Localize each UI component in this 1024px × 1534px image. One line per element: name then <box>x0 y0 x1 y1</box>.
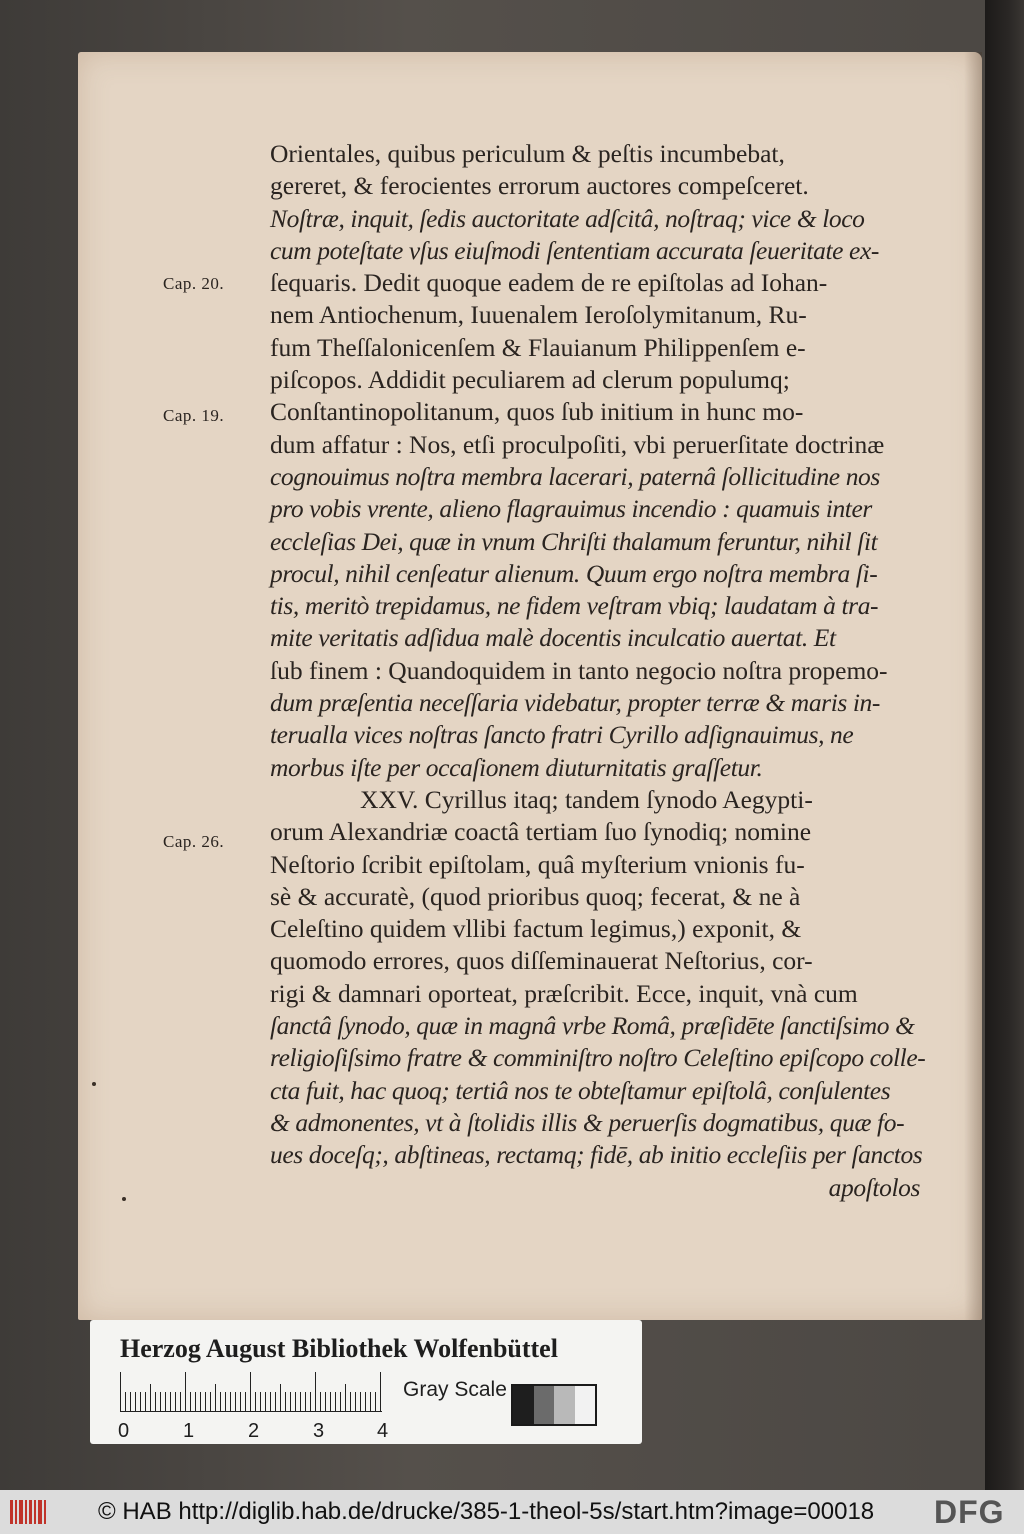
ruler-tick <box>285 1392 286 1412</box>
ruler-tick <box>270 1392 271 1412</box>
ruler-tick <box>290 1392 291 1412</box>
text-line: rigi & damnari oporteat, præſcribit. Ecce, inquit, vnà cum <box>270 978 858 1008</box>
text-line: quomodo errores, quos diſſeminauerat Neſtorius, cor- <box>270 946 813 976</box>
ruler-tick <box>305 1392 306 1412</box>
hab-logo-icon <box>10 1500 50 1524</box>
text-line: cta fuit, hac quoq; tertiâ nos te obteſtamur epiſtolâ, conſulentes <box>270 1075 891 1105</box>
ruler-tick <box>205 1392 206 1412</box>
book-edge <box>985 0 1024 1490</box>
ruler-tick <box>340 1392 341 1412</box>
text-line: ues doceſq;, abſtineas, rectamq; fidē, ab initio eccleſiis per ſanctos <box>270 1140 923 1170</box>
ruler-tick <box>295 1392 296 1412</box>
text-line: Neſtorio ſcribit epiſtolam, quâ myſterium vnionis fu- <box>270 849 805 879</box>
margin-note-cap-26: Cap. 26. <box>163 832 225 851</box>
ruler-number: 3 <box>313 1420 325 1442</box>
ruler-tick <box>365 1392 366 1412</box>
text-line: Noſtræ, inquit, ſedis auctoritate adſcitâ, noſtraq; vice & loco <box>270 203 865 233</box>
text-line: cognouimus noſtra membra lacerari, paternâ ſollicitudine nos <box>270 461 880 491</box>
catchword: apoſtolos <box>828 1172 920 1202</box>
gray-swatch <box>575 1386 596 1424</box>
ruler-tick <box>240 1392 241 1412</box>
ruler-tick <box>355 1392 356 1412</box>
text-line: cum poteſtate vſus eiuſmodi ſententiam accurata ſeueritate ex- <box>270 235 879 265</box>
text-line: Conſtantinopolitanum, quos ſub initium in hunc mo- <box>270 397 804 427</box>
ruler-tick <box>250 1372 251 1412</box>
gray-scale-swatches <box>511 1384 597 1426</box>
ruler-tick <box>150 1384 151 1412</box>
ruler-tick <box>315 1372 316 1412</box>
text-line: terualla vices noſtras ſancto fratri Cyrillo adſignauimus, ne <box>270 720 854 750</box>
ruler-tick <box>375 1392 376 1412</box>
ruler-tick <box>275 1392 276 1412</box>
margin-note-cap-19: Cap. 19. <box>163 406 225 425</box>
ruler-tick <box>175 1392 176 1412</box>
ruler-tick <box>370 1392 371 1412</box>
ruler-tick <box>280 1384 281 1412</box>
ruler-tick <box>170 1392 171 1412</box>
text-line: procul, nihil cenſeatur alienum. Quum ergo noſtra membra ſi- <box>270 558 878 588</box>
ruler-tick <box>120 1372 121 1412</box>
gray-swatch <box>534 1386 555 1424</box>
text-line: tis, meritò trepidamus, ne fidem veſtram vbiq; laudatam à tra- <box>270 591 879 621</box>
text-line: pro vobis vrente, alieno flagrauimus incendio : quamuis inter <box>270 494 872 524</box>
ruler-tick <box>185 1372 186 1412</box>
margin-note-cap-20: Cap. 20. <box>163 274 225 293</box>
text-line: XXV. Cyrillus itaq; tandem ſynodo Aegypti- <box>360 784 813 814</box>
ink-speck <box>122 1197 126 1201</box>
ruler-tick <box>215 1384 216 1412</box>
ruler-number: 4 <box>377 1420 389 1442</box>
ruler-tick <box>310 1392 311 1412</box>
text-line: & admonentes, vt à ſtolidis illis & peruerſis dogmatibus, quæ fo- <box>270 1107 905 1137</box>
ruler-tick <box>140 1392 141 1412</box>
ruler-tick <box>165 1392 166 1412</box>
text-line: dum præſentia neceſſaria videbatur, propter terræ & maris in- <box>270 688 880 718</box>
ruler-tick <box>300 1392 301 1412</box>
ruler-tick <box>130 1392 131 1412</box>
ink-speck <box>92 1082 96 1086</box>
ruler-tick <box>160 1392 161 1412</box>
ruler-number: 1 <box>183 1420 195 1442</box>
text-line: ſub finem : Quandoquidem in tanto negocio noſtra propemo- <box>270 655 888 685</box>
source-url[interactable]: © HAB http://diglib.hab.de/drucke/385-1-theol-5s/start.htm?image=00018 <box>98 1498 875 1525</box>
ruler-tick <box>380 1372 381 1412</box>
ruler-tick <box>255 1392 256 1412</box>
text-line: orum Alexandriæ coactâ tertiam ſuo ſynodiq; nomine <box>270 817 812 847</box>
ruler-number: 0 <box>118 1420 130 1442</box>
ruler-tick <box>155 1392 156 1412</box>
color-scale-card <box>90 1320 642 1444</box>
ruler-tick <box>245 1392 246 1412</box>
ruler-tick <box>200 1392 201 1412</box>
ruler-tick <box>345 1384 346 1412</box>
text-line: ſanctâ ſynodo, quæ in magnâ vrbe Româ, præſidēte ſanctiſsimo & <box>270 1011 915 1041</box>
text-line: eccleſias Dei, quæ in vnum Chriſti thalamum feruntur, nihil ſit <box>270 526 878 556</box>
footer-bar <box>0 1490 1024 1534</box>
text-line: Orientales, quibus periculum & peſtis incumbebat, <box>270 139 785 168</box>
ruler-tick <box>135 1392 136 1412</box>
ruler-tick <box>180 1392 181 1412</box>
ruler-tick <box>360 1392 361 1412</box>
ruler-tick <box>220 1392 221 1412</box>
ruler-tick <box>265 1392 266 1412</box>
ruler <box>120 1372 390 1412</box>
ruler-tick <box>145 1392 146 1412</box>
ruler-tick <box>335 1392 336 1412</box>
ruler-tick <box>210 1392 211 1412</box>
text-line: religioſiſsimo fratre & comminiſtro noſtro Celeſtino epiſcopo colle- <box>270 1043 926 1073</box>
text-line: dum affatur : Nos, etſi proculpoſiti, vbi peruerſitate doctrinæ <box>270 429 885 459</box>
text-line: Celeſtino quidem vllibi factum legimus,) exponit, & <box>270 914 802 944</box>
gray-scale-label: Gray Scale <box>403 1378 507 1401</box>
ruler-tick <box>330 1392 331 1412</box>
ruler-tick <box>195 1392 196 1412</box>
ruler-tick <box>350 1392 351 1412</box>
text-line: sè & accuratè, (quod prioribus quoq; fecerat, & ne à <box>270 881 801 911</box>
ruler-number: 2 <box>248 1420 260 1442</box>
gray-swatch <box>554 1386 575 1424</box>
text-line: gereret, & ferocientes errorum auctores compeſceret. <box>270 171 809 201</box>
text-line: morbus iſte per occaſionem diuturnitatis graſſetur. <box>270 752 763 782</box>
ruler-tick <box>260 1392 261 1412</box>
text-line: fum Theſſalonicenſem & Flauianum Philippenſem e- <box>270 332 806 362</box>
page-text <box>270 138 926 1204</box>
ruler-tick <box>190 1392 191 1412</box>
ruler-tick <box>230 1392 231 1412</box>
library-name: Herzog August Bibliothek Wolfenbüttel <box>120 1334 558 1363</box>
text-line: nem Antiochenum, Iuuenalem Ieroſolymitanum, Ru- <box>270 300 807 330</box>
dfg-logo: DFG <box>934 1494 1005 1530</box>
gray-swatch <box>513 1386 534 1424</box>
text-line: mite veritatis adſidua malè docentis inculcatio auertat. Et <box>270 623 836 653</box>
ruler-tick <box>225 1392 226 1412</box>
ruler-tick <box>235 1392 236 1412</box>
ruler-tick <box>320 1392 321 1412</box>
text-line: ſequaris. Dedit quoque eadem de re epiſtolas ad Iohan- <box>270 268 828 298</box>
ruler-tick <box>125 1392 126 1412</box>
text-line: piſcopos. Addidit peculiarem ad clerum populumq; <box>270 365 790 395</box>
ruler-tick <box>325 1392 326 1412</box>
